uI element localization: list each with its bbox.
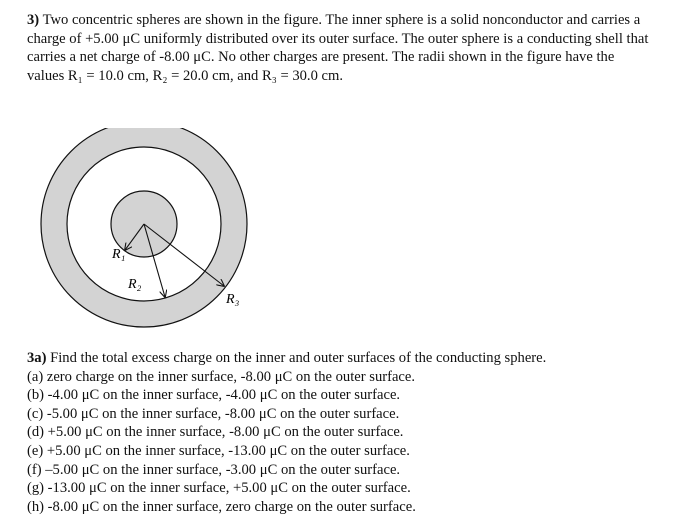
- concentric-spheres-figure: [38, 128, 270, 360]
- problem-statement: [27, 11, 652, 85]
- option-e[interactable]: (e) +5.00 μC on the inner surface, -13.00 μC on the outer surface.: [27, 442, 410, 459]
- question-block: [27, 349, 652, 516]
- r3-label: R₃: [226, 292, 240, 307]
- option-b[interactable]: (b) -4.00 μC on the inner surface, -4.00 μC on the outer surface.: [27, 387, 401, 404]
- r1-label: R₁: [112, 247, 126, 262]
- option-f[interactable]: (f) –5.00 μC on the inner surface, -3.00 μC on the outer surface.: [27, 461, 401, 478]
- option-g[interactable]: (g) -13.00 μC on the inner surface, +5.00 μC on the outer surface.: [27, 480, 411, 497]
- option-a[interactable]: (a) zero charge on the inner surface, -8.00 μC on the outer surface.: [27, 368, 416, 385]
- question-number: 3a): [27, 350, 47, 366]
- problem-text: Two concentric spheres are shown in the figure. The inner sphere is a solid nonconductor and carries a charge of +5.00 μC uniformly distributed over its outer surface. The outer sphere is a conducting shell that carries a net charge of -8.00 μC. No other charges are present. The radii shown in the figure have the values R₁ = 10.0 cm, R₂ = 20.0 cm, and R₃ = 30.0 cm.: [27, 12, 649, 84]
- problem-number: 3): [27, 12, 40, 28]
- option-d[interactable]: (d) +5.00 μC on the inner surface, -8.00 μC on the outer surface.: [27, 424, 404, 441]
- question-heading: [27, 349, 652, 368]
- option-h[interactable]: (h) -8.00 μC on the inner surface, zero charge on the outer surface.: [27, 498, 416, 515]
- question-prompt: Find the total excess charge on the inner and outer surfaces of the conducting sphere.: [50, 350, 547, 366]
- r2-label: R₂: [128, 277, 142, 292]
- option-c[interactable]: (c) -5.00 μC on the inner surface, -8.00 μC on the outer surface.: [27, 405, 400, 422]
- answer-options: [27, 368, 652, 517]
- spheres-diagram: [38, 128, 270, 360]
